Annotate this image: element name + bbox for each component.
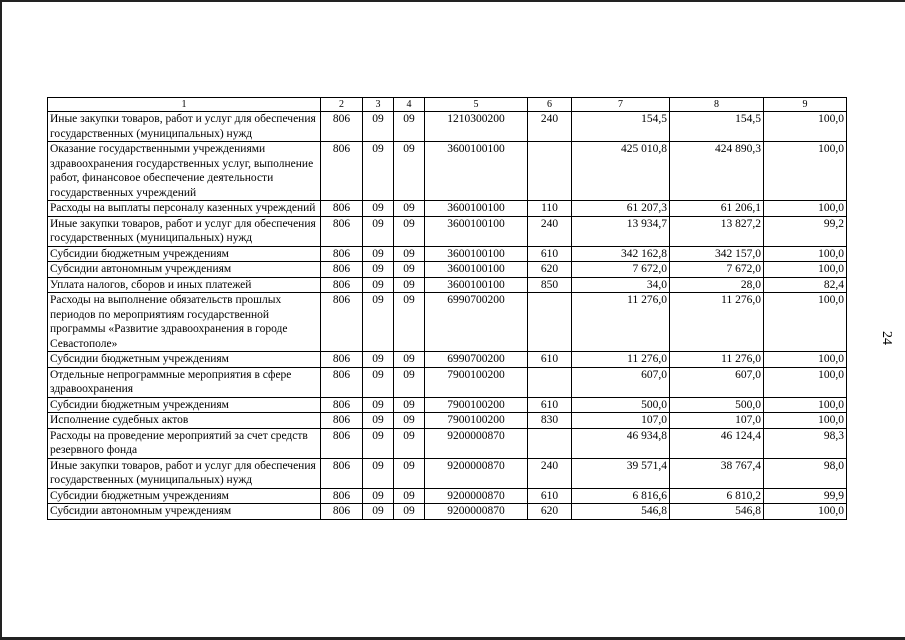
expense-type-cell <box>528 428 572 458</box>
execution-percent-cell: 100,0 <box>764 413 847 429</box>
executed-amount-cell: 546,8 <box>670 504 764 520</box>
subsection-code-cell: 09 <box>394 201 425 217</box>
budget-table <box>47 97 847 520</box>
expense-type-cell: 110 <box>528 201 572 217</box>
table-row <box>48 413 847 429</box>
expense-name-cell: Отдельные непрограммные мероприятия в сфере здравоохранения <box>48 367 321 397</box>
planned-amount-cell: 500,0 <box>572 397 670 413</box>
target-article-cell: 9200000870 <box>425 458 528 488</box>
executed-amount-cell: 11 276,0 <box>670 293 764 352</box>
table-row <box>48 504 847 520</box>
target-article-cell: 3600100100 <box>425 201 528 217</box>
executed-amount-cell: 28,0 <box>670 277 764 293</box>
planned-amount-cell: 61 207,3 <box>572 201 670 217</box>
ministry-code-cell: 806 <box>321 488 363 504</box>
table-row <box>48 397 847 413</box>
execution-percent-cell: 99,2 <box>764 216 847 246</box>
execution-percent-cell: 100,0 <box>764 112 847 142</box>
expense-type-cell: 610 <box>528 488 572 504</box>
ministry-code-cell: 806 <box>321 142 363 201</box>
section-code-cell: 09 <box>363 201 394 217</box>
subsection-code-cell: 09 <box>394 504 425 520</box>
expense-name-cell: Субсидии автономным учреждениям <box>48 504 321 520</box>
section-code-cell: 09 <box>363 352 394 368</box>
section-code-cell: 09 <box>363 458 394 488</box>
planned-amount-cell: 607,0 <box>572 367 670 397</box>
table-row <box>48 488 847 504</box>
execution-percent-cell: 98,3 <box>764 428 847 458</box>
executed-amount-cell: 342 157,0 <box>670 246 764 262</box>
ministry-code-cell: 806 <box>321 216 363 246</box>
expense-name-cell: Субсидии бюджетным учреждениям <box>48 246 321 262</box>
executed-amount-cell: 13 827,2 <box>670 216 764 246</box>
expense-type-cell: 240 <box>528 216 572 246</box>
subsection-code-cell: 09 <box>394 277 425 293</box>
planned-amount-cell: 7 672,0 <box>572 262 670 278</box>
planned-amount-cell: 34,0 <box>572 277 670 293</box>
planned-amount-cell: 154,5 <box>572 112 670 142</box>
section-code-cell: 09 <box>363 216 394 246</box>
executed-amount-cell: 11 276,0 <box>670 352 764 368</box>
expense-name-cell: Иные закупки товаров, работ и услуг для обеспечения государственных (муниципальных) нужд <box>48 112 321 142</box>
table-header <box>48 98 847 112</box>
execution-percent-cell: 100,0 <box>764 397 847 413</box>
execution-percent-cell: 99,9 <box>764 488 847 504</box>
expense-type-cell: 610 <box>528 397 572 413</box>
table-row <box>48 277 847 293</box>
subsection-code-cell: 09 <box>394 367 425 397</box>
section-code-cell: 09 <box>363 367 394 397</box>
planned-amount-cell: 46 934,8 <box>572 428 670 458</box>
planned-amount-cell: 39 571,4 <box>572 458 670 488</box>
header-cell-8: 8 <box>670 98 764 112</box>
target-article-cell: 3600100100 <box>425 262 528 278</box>
header-cell-1: 1 <box>48 98 321 112</box>
ministry-code-cell: 806 <box>321 262 363 278</box>
header-cell-9: 9 <box>764 98 847 112</box>
table-row <box>48 216 847 246</box>
table-row <box>48 352 847 368</box>
expense-name-cell: Субсидии бюджетным учреждениям <box>48 488 321 504</box>
planned-amount-cell: 546,8 <box>572 504 670 520</box>
planned-amount-cell: 11 276,0 <box>572 293 670 352</box>
target-article-cell: 7900100200 <box>425 397 528 413</box>
expense-name-cell: Расходы на выплаты персоналу казенных учреждений <box>48 201 321 217</box>
ministry-code-cell: 806 <box>321 293 363 352</box>
table-row <box>48 112 847 142</box>
table-row <box>48 293 847 352</box>
section-code-cell: 09 <box>363 504 394 520</box>
execution-percent-cell: 98,0 <box>764 458 847 488</box>
executed-amount-cell: 500,0 <box>670 397 764 413</box>
planned-amount-cell: 342 162,8 <box>572 246 670 262</box>
subsection-code-cell: 09 <box>394 413 425 429</box>
expense-name-cell: Субсидии автономным учреждениям <box>48 262 321 278</box>
planned-amount-cell: 425 010,8 <box>572 142 670 201</box>
executed-amount-cell: 6 810,2 <box>670 488 764 504</box>
execution-percent-cell: 100,0 <box>764 367 847 397</box>
planned-amount-cell: 11 276,0 <box>572 352 670 368</box>
table-row <box>48 458 847 488</box>
expense-name-cell: Субсидии бюджетным учреждениям <box>48 352 321 368</box>
expense-type-cell <box>528 142 572 201</box>
execution-percent-cell: 100,0 <box>764 142 847 201</box>
expense-type-cell: 610 <box>528 352 572 368</box>
expense-type-cell: 830 <box>528 413 572 429</box>
page-edge-left <box>0 0 2 640</box>
table-row <box>48 246 847 262</box>
subsection-code-cell: 09 <box>394 262 425 278</box>
execution-percent-cell: 100,0 <box>764 352 847 368</box>
planned-amount-cell: 107,0 <box>572 413 670 429</box>
ministry-code-cell: 806 <box>321 201 363 217</box>
page-number: 24 <box>879 331 894 345</box>
section-code-cell: 09 <box>363 488 394 504</box>
section-code-cell: 09 <box>363 428 394 458</box>
expense-name-cell: Иные закупки товаров, работ и услуг для обеспечения государственных (муниципальных) нужд <box>48 216 321 246</box>
expense-type-cell: 620 <box>528 504 572 520</box>
target-article-cell: 1210300200 <box>425 112 528 142</box>
header-row <box>48 98 847 112</box>
table-row <box>48 142 847 201</box>
subsection-code-cell: 09 <box>394 293 425 352</box>
target-article-cell: 6990700200 <box>425 352 528 368</box>
section-code-cell: 09 <box>363 293 394 352</box>
ministry-code-cell: 806 <box>321 413 363 429</box>
ministry-code-cell: 806 <box>321 352 363 368</box>
subsection-code-cell: 09 <box>394 246 425 262</box>
expense-type-cell: 850 <box>528 277 572 293</box>
section-code-cell: 09 <box>363 142 394 201</box>
header-cell-5: 5 <box>425 98 528 112</box>
expense-type-cell: 610 <box>528 246 572 262</box>
section-code-cell: 09 <box>363 397 394 413</box>
section-code-cell: 09 <box>363 413 394 429</box>
subsection-code-cell: 09 <box>394 488 425 504</box>
expense-name-cell: Оказание государственными учреждениями здравоохранения государственных услуг, выполнение работ, финансовое обеспечение деятельности государственных учреждений <box>48 142 321 201</box>
execution-percent-cell: 100,0 <box>764 262 847 278</box>
executed-amount-cell: 61 206,1 <box>670 201 764 217</box>
execution-percent-cell: 100,0 <box>764 201 847 217</box>
executed-amount-cell: 7 672,0 <box>670 262 764 278</box>
ministry-code-cell: 806 <box>321 397 363 413</box>
ministry-code-cell: 806 <box>321 428 363 458</box>
expense-name-cell: Расходы на выполнение обязательств прошлых периодов по мероприятиям государственной программы «Развитие здравоохранения в городе Севастополе» <box>48 293 321 352</box>
target-article-cell: 9200000870 <box>425 488 528 504</box>
header-cell-7: 7 <box>572 98 670 112</box>
table-row <box>48 262 847 278</box>
expense-name-cell: Уплата налогов, сборов и иных платежей <box>48 277 321 293</box>
target-article-cell: 7900100200 <box>425 367 528 397</box>
table-row <box>48 428 847 458</box>
table-row <box>48 367 847 397</box>
ministry-code-cell: 806 <box>321 458 363 488</box>
ministry-code-cell: 806 <box>321 112 363 142</box>
execution-percent-cell: 100,0 <box>764 504 847 520</box>
table-body <box>48 112 847 520</box>
executed-amount-cell: 38 767,4 <box>670 458 764 488</box>
target-article-cell: 3600100100 <box>425 246 528 262</box>
target-article-cell: 3600100100 <box>425 277 528 293</box>
target-article-cell: 7900100200 <box>425 413 528 429</box>
section-code-cell: 09 <box>363 112 394 142</box>
expense-name-cell: Иные закупки товаров, работ и услуг для обеспечения государственных (муниципальных) нужд <box>48 458 321 488</box>
table-row <box>48 201 847 217</box>
execution-percent-cell: 82,4 <box>764 277 847 293</box>
subsection-code-cell: 09 <box>394 428 425 458</box>
executed-amount-cell: 154,5 <box>670 112 764 142</box>
target-article-cell: 9200000870 <box>425 428 528 458</box>
subsection-code-cell: 09 <box>394 112 425 142</box>
execution-percent-cell: 100,0 <box>764 293 847 352</box>
subsection-code-cell: 09 <box>394 458 425 488</box>
target-article-cell: 9200000870 <box>425 504 528 520</box>
header-cell-6: 6 <box>528 98 572 112</box>
expense-type-cell: 240 <box>528 458 572 488</box>
header-cell-4: 4 <box>394 98 425 112</box>
subsection-code-cell: 09 <box>394 142 425 201</box>
subsection-code-cell: 09 <box>394 216 425 246</box>
subsection-code-cell: 09 <box>394 352 425 368</box>
expense-type-cell <box>528 367 572 397</box>
target-article-cell: 6990700200 <box>425 293 528 352</box>
header-cell-3: 3 <box>363 98 394 112</box>
executed-amount-cell: 46 124,4 <box>670 428 764 458</box>
executed-amount-cell: 607,0 <box>670 367 764 397</box>
subsection-code-cell: 09 <box>394 397 425 413</box>
ministry-code-cell: 806 <box>321 504 363 520</box>
page-edge-top <box>0 0 905 2</box>
executed-amount-cell: 107,0 <box>670 413 764 429</box>
section-code-cell: 09 <box>363 277 394 293</box>
target-article-cell: 3600100100 <box>425 142 528 201</box>
planned-amount-cell: 6 816,6 <box>572 488 670 504</box>
planned-amount-cell: 13 934,7 <box>572 216 670 246</box>
expense-type-cell: 240 <box>528 112 572 142</box>
section-code-cell: 09 <box>363 262 394 278</box>
executed-amount-cell: 424 890,3 <box>670 142 764 201</box>
ministry-code-cell: 806 <box>321 277 363 293</box>
expense-type-cell: 620 <box>528 262 572 278</box>
execution-percent-cell: 100,0 <box>764 246 847 262</box>
ministry-code-cell: 806 <box>321 367 363 397</box>
expense-name-cell: Расходы на проведение мероприятий за счет средств резервного фонда <box>48 428 321 458</box>
expense-name-cell: Исполнение судебных актов <box>48 413 321 429</box>
section-code-cell: 09 <box>363 246 394 262</box>
target-article-cell: 3600100100 <box>425 216 528 246</box>
ministry-code-cell: 806 <box>321 246 363 262</box>
expense-type-cell <box>528 293 572 352</box>
header-cell-2: 2 <box>321 98 363 112</box>
expense-name-cell: Субсидии бюджетным учреждениям <box>48 397 321 413</box>
